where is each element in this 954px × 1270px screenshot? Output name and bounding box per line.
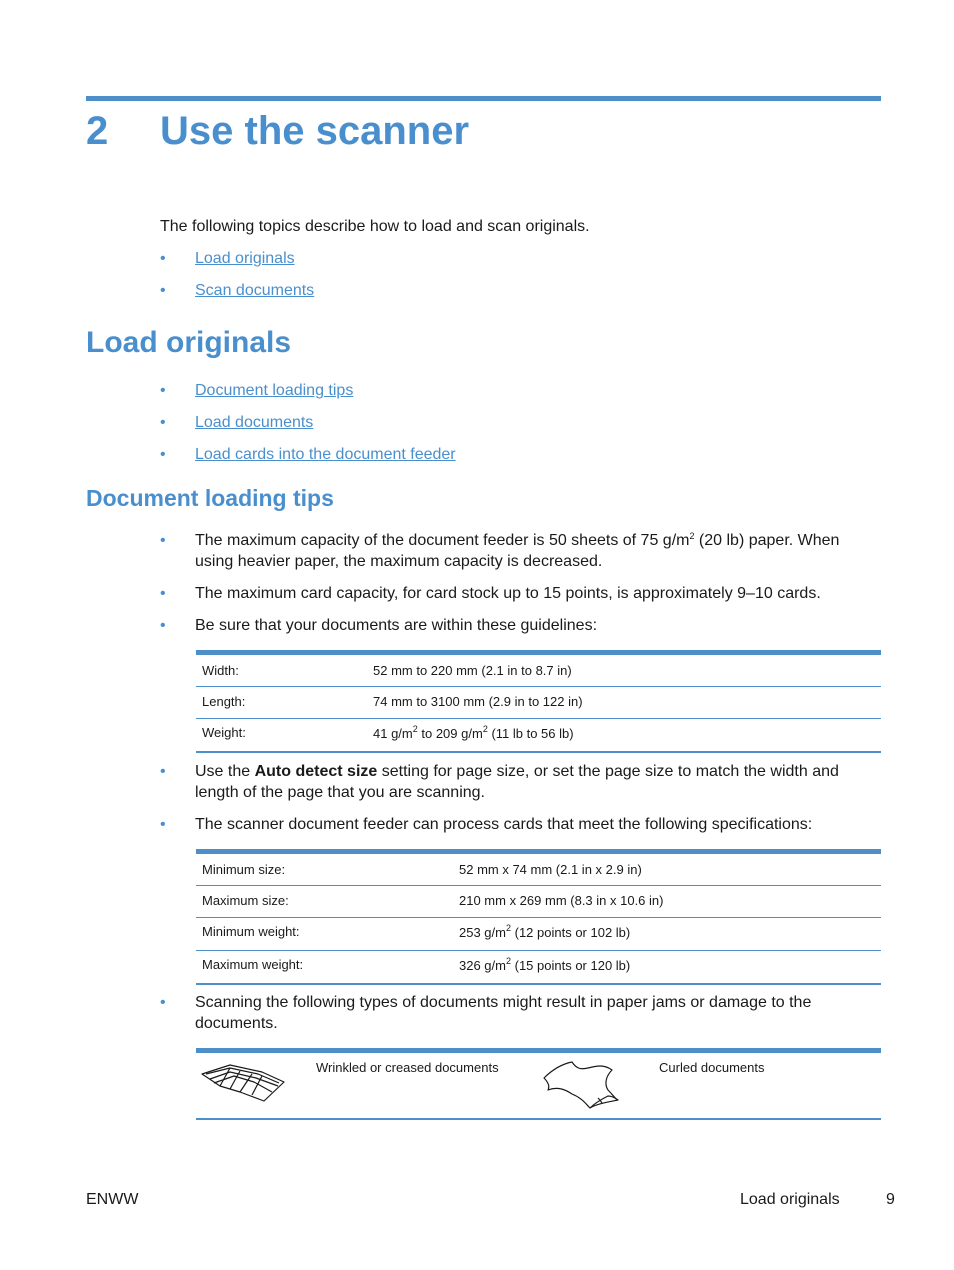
- bullet-icon: •: [160, 617, 166, 634]
- table-row: [196, 687, 881, 719]
- chapter-title: Use the scanner: [160, 109, 470, 153]
- tip-card-capacity: The maximum card capacity, for card stock up to 15 points, is approximately 9–10 cards.: [195, 585, 821, 602]
- link-load-documents[interactable]: Load documents: [195, 414, 314, 431]
- table-row: [196, 719, 881, 751]
- bullet-icon: •: [160, 763, 166, 780]
- tip-capacity: The maximum capacity of the document feeder is 50 sheets of 75 $g/m^2$ (20 lb) paper. When using heavier paper, the maximum capacity is decreased.: [195, 531, 840, 570]
- intro-text: The following topics describe how to load and scan originals.: [160, 218, 590, 235]
- bullet-icon: •: [160, 446, 166, 463]
- row-label: Maximum weight:: [202, 957, 304, 972]
- table-row: [196, 886, 881, 918]
- table-row: [196, 918, 881, 951]
- bullet-icon: •: [160, 282, 166, 299]
- table-bottom-rule: [196, 983, 881, 985]
- table-bottom-rule: [196, 751, 881, 753]
- table-row: [196, 655, 881, 687]
- row-value: 74 mm to 3100 mm (2.9 in to 122 in): [373, 694, 583, 709]
- row-value: 52 mm x 74 mm (2.1 in x 2.9 in): [459, 862, 642, 877]
- row-label: Width:: [202, 663, 239, 678]
- link-load-originals[interactable]: Load originals: [195, 250, 295, 267]
- link-scan-documents[interactable]: Scan documents: [195, 282, 315, 299]
- row-label: Minimum weight:: [202, 924, 300, 939]
- chapter-number: 2: [86, 109, 109, 153]
- link-load-cards[interactable]: Load cards into the document feeder: [195, 446, 456, 463]
- bullet-icon: •: [160, 382, 166, 399]
- table-row: [196, 951, 881, 983]
- bullet-icon: •: [160, 414, 166, 431]
- tip-jam-warning: Scanning the following types of documents might result in paper jams or damage to the documents.: [195, 994, 812, 1032]
- document-guidelines-table: [196, 650, 881, 753]
- chapter-top-rule: [86, 96, 881, 101]
- wrinkled-paper-icon: [200, 1062, 288, 1104]
- bullet-icon: •: [160, 532, 166, 549]
- tip-guidelines: Be sure that your documents are within these guidelines:: [195, 617, 598, 634]
- curled-paper-icon: [542, 1060, 622, 1110]
- row-value: 326 $g/m^2$ (15 points or 120 lb): [459, 956, 631, 973]
- bullet-icon: •: [160, 585, 166, 602]
- row-value: 52 mm to 220 mm (2.1 in to 8.7 in): [373, 663, 572, 678]
- subsection-heading-loading-tips: Document loading tips: [86, 485, 334, 511]
- section-link-item: [195, 444, 456, 465]
- row-label: Weight:: [202, 725, 246, 740]
- damage-types-table: [196, 1048, 881, 1122]
- damage-label-wrinkled: Wrinkled or creased documents: [316, 1060, 499, 1075]
- auto-detect-size-setting: Auto detect size: [254, 763, 378, 780]
- footer-section-name: Load originals: [740, 1191, 840, 1208]
- row-value: 41 $g/m^2$ to 209 $g/m^2$ (11 lb to 56 lb): [373, 724, 574, 741]
- row-label: Maximum size:: [202, 893, 289, 908]
- tip-card-specs: The scanner document feeder can process cards that meet the following specifications:: [195, 816, 813, 833]
- row-value: 210 mm x 269 mm (8.3 in x 10.6 in): [459, 893, 664, 908]
- card-spec-table: [196, 849, 881, 985]
- damage-label-curled: Curled documents: [659, 1060, 765, 1075]
- row-value: 253 $g/m^2$ (12 points or 102 lb): [459, 923, 631, 940]
- intro-link-item: [195, 280, 314, 301]
- footer-left: ENWW: [86, 1191, 139, 1208]
- tip-auto-detect: Use the Auto detect size setting for page size, or set the page size to match the width and length of the page that you are scanning.: [195, 763, 839, 801]
- bullet-icon: •: [160, 816, 166, 833]
- row-label: Length:: [202, 694, 246, 709]
- table-top-rule: [196, 1048, 881, 1053]
- section-link-item: [195, 380, 353, 401]
- page-number: 9: [886, 1191, 895, 1208]
- table-row: [196, 854, 881, 886]
- bullet-icon: •: [160, 250, 166, 267]
- link-document-loading-tips[interactable]: Document loading tips: [195, 382, 354, 399]
- section-heading-load-originals: Load originals: [86, 326, 292, 359]
- bullet-icon: •: [160, 994, 166, 1011]
- section-link-item: [195, 412, 313, 433]
- table-bottom-rule: [196, 1118, 881, 1120]
- intro-link-item: [195, 248, 295, 269]
- row-label: Minimum size:: [202, 862, 286, 877]
